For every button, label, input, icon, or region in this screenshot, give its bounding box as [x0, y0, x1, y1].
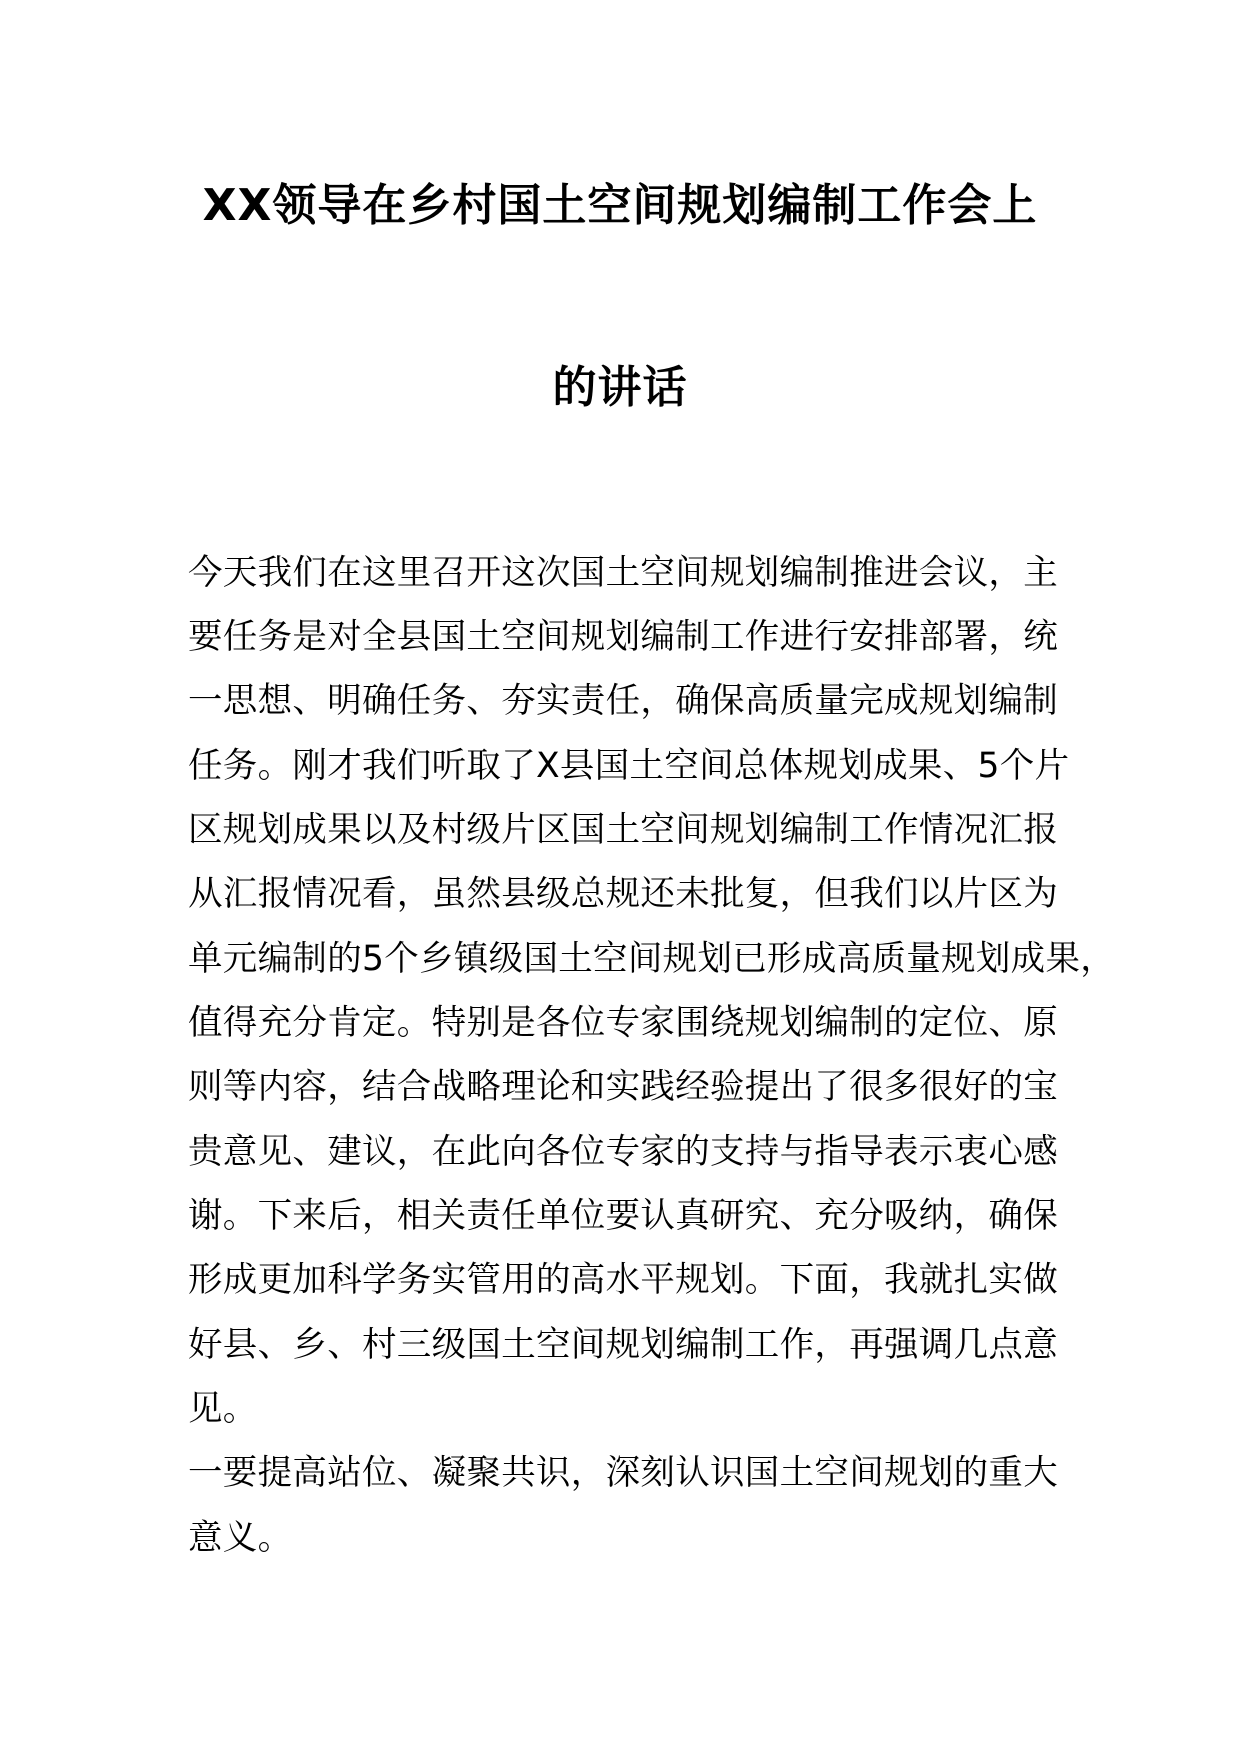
body-line: 见。 [188, 1389, 258, 1429]
body-line: 要任务是对全县国土空间规划编制工作进行安排部署，统 [188, 617, 1058, 657]
body-line: 任务。刚才我们听取了X县国土空间总体规划成果、5个片 [188, 746, 1070, 786]
body-line: 值得充分肯定。特别是各位专家围绕规划编制的定位、原 [188, 1003, 1058, 1043]
body-line: 单元编制的5个乡镇级国土空间规划已形成高质量规划成果， [188, 939, 1116, 979]
body-line: 则等内容，结合战略理论和实践经验提出了很多很好的宝 [188, 1067, 1058, 1107]
body-line: 区规划成果以及村级片区国土空间规划编制工作情况汇报 [188, 810, 1058, 850]
body-line: 意义。 [188, 1518, 293, 1558]
body-line: 谢。下来后，相关责任单位要认真研究、充分吸纳，确保 [188, 1196, 1058, 1236]
body-line: 好县、乡、村三级国土空间规划编制工作，再强调几点意 [188, 1325, 1058, 1365]
body-line: 贵意见、建议，在此向各位专家的支持与指导表示衷心感 [188, 1132, 1058, 1172]
body-line: 一思想、明确任务、夯实责任，确保高质量完成规划编制 [188, 681, 1058, 721]
body-line: 今天我们在这里召开这次国土空间规划编制推进会议，主 [188, 553, 1058, 593]
body-line: 一要提高站位、凝聚共识，深刻认识国土空间规划的重大 [188, 1453, 1058, 1493]
page-title-line-2: 的讲话 [552, 362, 688, 413]
body-line: 从汇报情况看，虽然县级总规还未批复，但我们以片区为 [188, 874, 1058, 914]
page-title-line-1: XX领导在乡村国土空间规划编制工作会上 [202, 180, 1038, 231]
body-line: 形成更加科学务实管用的高水平规划。下面，我就扎实做 [188, 1260, 1058, 1300]
